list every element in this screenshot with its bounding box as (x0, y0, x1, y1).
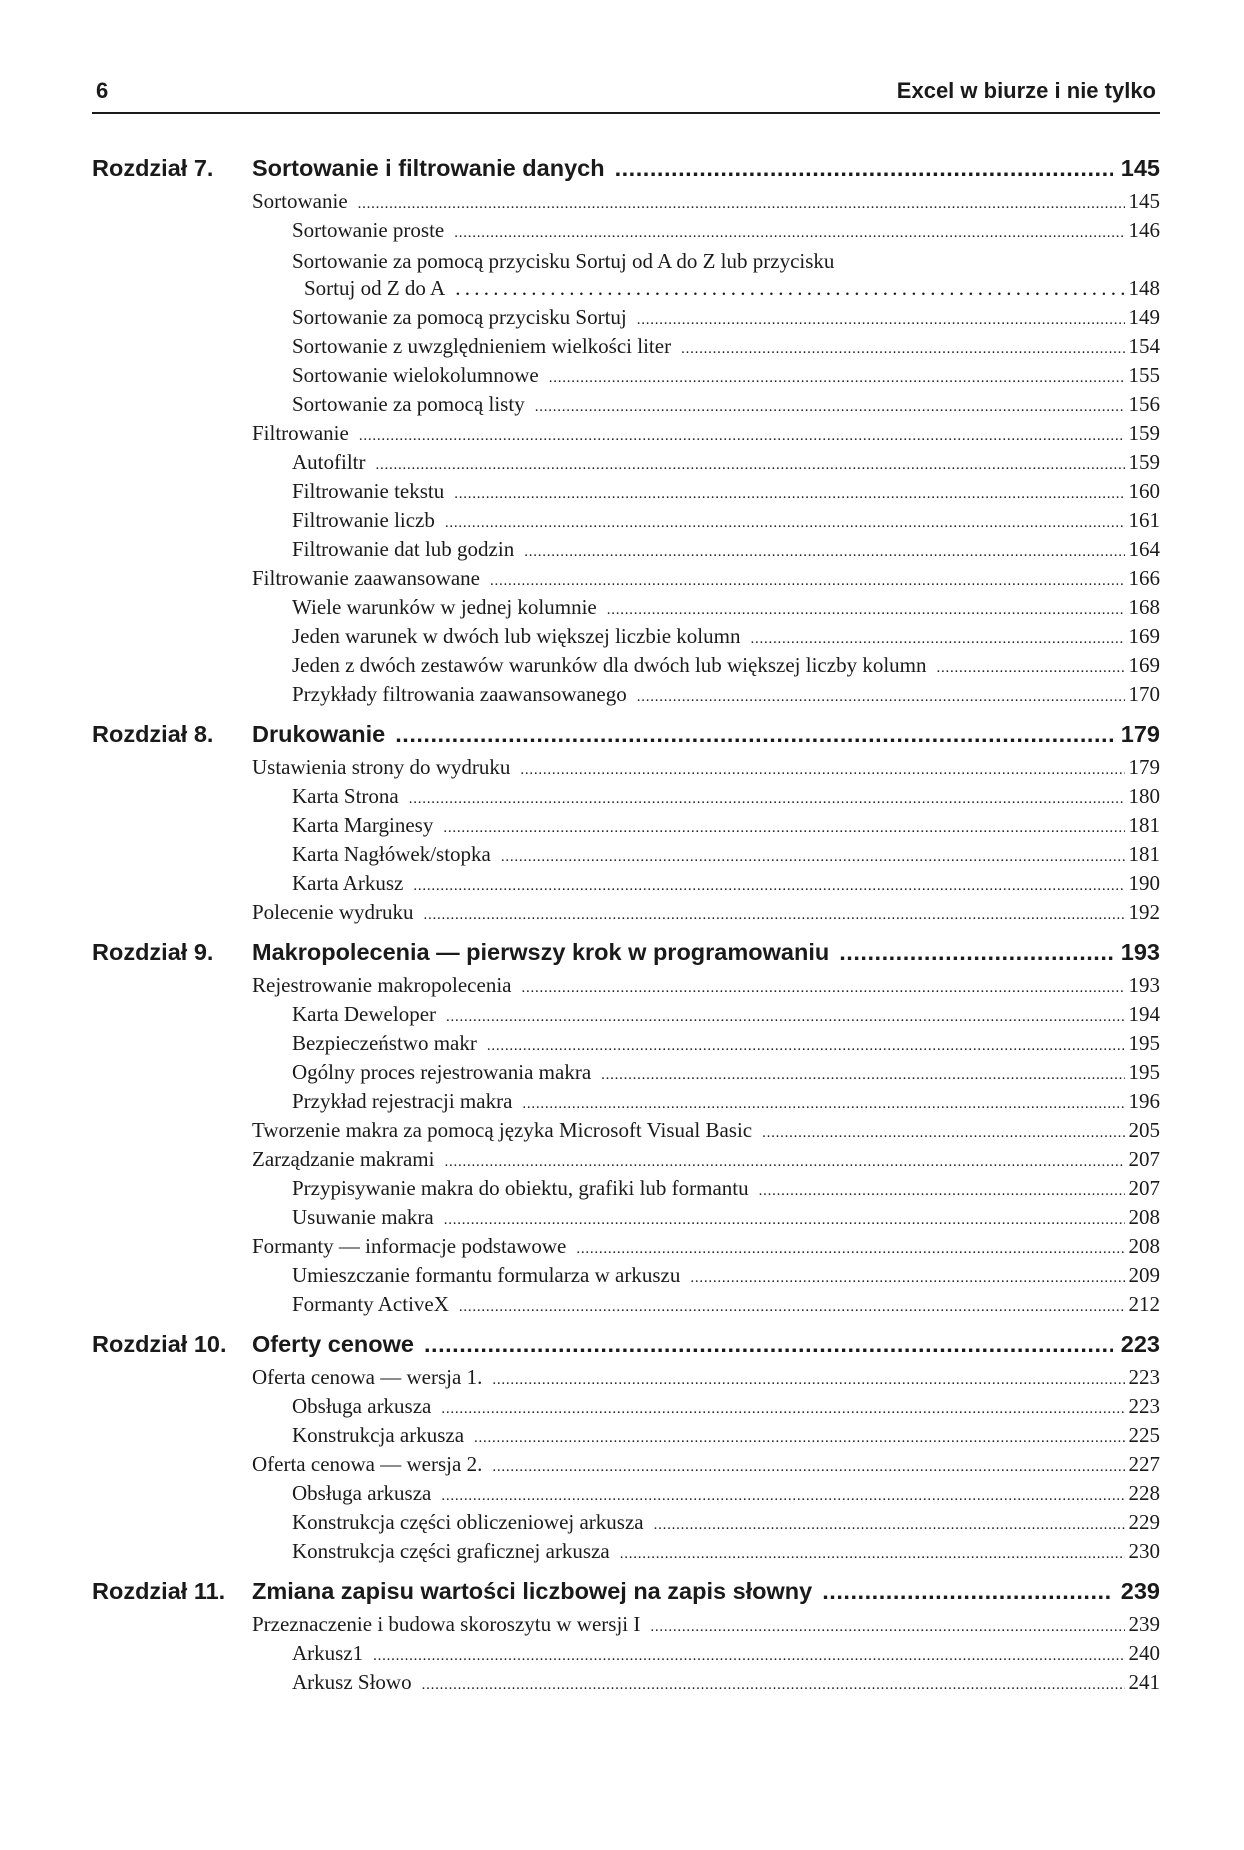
dot-leader (482, 1365, 1124, 1390)
dot-leader (829, 939, 1113, 966)
entry-page-number: 196 (1128, 1089, 1160, 1113)
dot-leader (927, 653, 1125, 678)
dot-leader (444, 218, 1124, 243)
toc-entry (92, 537, 1160, 566)
entry-page-number: 209 (1128, 1263, 1160, 1287)
dot-leader (434, 1205, 1125, 1230)
dot-leader (566, 1234, 1124, 1259)
dot-leader (431, 1394, 1124, 1419)
entry-title: Konstrukcja części obliczeniowej arkusza (292, 1510, 644, 1534)
entry-title: Konstrukcja części graficznej arkusza (292, 1539, 610, 1563)
chapter-title: Sortowanie i filtrowanie danych (252, 155, 605, 181)
chapter-page-number: 223 (1120, 1331, 1160, 1357)
entry-title: Arkusz Słowo (292, 1670, 412, 1694)
dot-leader (539, 363, 1125, 388)
dot-leader (644, 1510, 1125, 1535)
dot-leader (752, 1118, 1124, 1143)
entry-title: Formanty ActiveX (292, 1292, 449, 1316)
entry-page-number: 193 (1128, 973, 1160, 997)
toc-entry (92, 871, 1160, 900)
entry-title: Przypisywanie makra do obiektu, grafiki lub formantu (292, 1176, 749, 1200)
dot-leader (514, 537, 1124, 562)
toc-entry (92, 682, 1160, 711)
chapter-page-number: 179 (1120, 721, 1160, 747)
entry-title: Karta Arkusz (292, 871, 404, 895)
chapter-number: Rozdział 8. (92, 721, 214, 747)
entry-page-number: 241 (1128, 1670, 1160, 1694)
entry-title: Tworzenie makra za pomocą języka Microsoft Visual Basic (252, 1118, 753, 1142)
toc-entry (92, 1452, 1160, 1481)
toc-chapter (92, 721, 1160, 929)
entry-title: Oferta cenowa — wersja 2. (252, 1452, 483, 1476)
dot-leader (435, 508, 1125, 533)
toc-entry (92, 189, 1160, 218)
toc-entry (92, 421, 1160, 450)
entry-page-number: 156 (1128, 392, 1160, 416)
dot-leader (477, 1031, 1125, 1056)
chapter-heading (92, 1331, 1160, 1365)
entry-title: Oferta cenowa — wersja 1. (252, 1365, 483, 1389)
entry-title: Jeden z dwóch zestawów warunków dla dwóch lub większej liczby kolumn (292, 653, 927, 677)
entry-title: Zarządzanie makrami (252, 1147, 435, 1171)
dot-leader (444, 479, 1124, 504)
dot-leader (434, 1147, 1124, 1172)
toc-entry (92, 1394, 1160, 1423)
entry-title: Bezpieczeństwo makr (292, 1031, 477, 1055)
toc-entry (92, 755, 1160, 784)
entry-title: Przykłady filtrowania zaawansowanego (292, 682, 627, 706)
entry-title: Filtrowanie dat lub godzin (292, 537, 515, 561)
toc-entry (92, 595, 1160, 624)
dot-leader (605, 155, 1113, 182)
entry-page-number: 190 (1128, 871, 1160, 895)
entry-title-continuation: Sortuj od Z do A (304, 276, 446, 300)
entry-title: Filtrowanie tekstu (292, 479, 445, 503)
toc-entry (92, 1234, 1160, 1263)
toc-entry (92, 247, 1160, 305)
running-title: Excel w biurze i nie tylko (896, 78, 1156, 103)
dot-leader (480, 566, 1125, 591)
chapter-title: Zmiana zapisu wartości liczbowej na zapis słowny (252, 1578, 813, 1604)
toc-entry (92, 479, 1160, 508)
toc-entry (92, 1481, 1160, 1510)
chapter-heading (92, 155, 1160, 189)
entry-title: Obsługa arkusza (292, 1481, 432, 1505)
entry-page-number: 240 (1128, 1641, 1160, 1665)
toc-entry (92, 1612, 1160, 1641)
toc-entry (92, 784, 1160, 813)
toc-entry (92, 973, 1160, 1002)
dot-leader (627, 682, 1125, 707)
toc-entry (92, 1641, 1160, 1670)
toc-entry (92, 1539, 1160, 1568)
dot-leader (399, 784, 1125, 809)
dot-leader (349, 421, 1125, 446)
entry-title: Przykład rejestracji makra (292, 1089, 513, 1113)
chapter-title: Makropolecenia — pierwszy krok w programowaniu (252, 939, 830, 965)
dot-leader (412, 1670, 1125, 1695)
entry-page-number: 180 (1128, 784, 1160, 808)
chapter-number: Rozdział 10. (92, 1331, 227, 1357)
entry-title: Formanty — informacje podstawowe (252, 1234, 567, 1258)
entry-title: Sortowanie (252, 189, 348, 213)
toc-entry (92, 334, 1160, 363)
dot-leader (610, 1539, 1125, 1564)
entry-page-number: 160 (1128, 479, 1160, 503)
toc-entry (92, 900, 1160, 929)
dot-leader (449, 1292, 1125, 1317)
entry-title: Ustawienia strony do wydruku (252, 755, 511, 779)
entry-page-number: 166 (1128, 566, 1160, 590)
entry-page-number: 192 (1128, 900, 1160, 924)
entry-title: Arkusz1 (292, 1641, 364, 1665)
toc-entry (92, 1002, 1160, 1031)
entry-page-number: 208 (1128, 1234, 1160, 1258)
toc-entry (92, 392, 1160, 421)
toc-entry (92, 363, 1160, 392)
entry-page-number: 181 (1128, 842, 1160, 866)
page-number: 6 (96, 78, 109, 103)
entry-title: Polecenie wydruku (252, 900, 414, 924)
entry-page-number: 146 (1128, 218, 1160, 242)
dot-leader (512, 1089, 1124, 1114)
chapter-number: Rozdział 11. (92, 1578, 226, 1604)
page-header (92, 68, 1160, 114)
dot-leader (403, 871, 1124, 896)
entry-title: Karta Strona (292, 784, 399, 808)
toc-entry (92, 624, 1160, 653)
entry-page-number: 223 (1128, 1365, 1160, 1389)
entry-page-number: 227 (1128, 1452, 1160, 1476)
entry-title: Jeden warunek w dwóch lub większej liczbie kolumn (292, 624, 741, 648)
entry-page-number: 148 (1128, 276, 1160, 300)
entry-page-number: 149 (1128, 305, 1160, 329)
dot-leader (511, 973, 1124, 998)
entry-page-number: 194 (1128, 1002, 1160, 1026)
toc-entry (92, 1031, 1160, 1060)
entry-page-number: 161 (1128, 508, 1160, 532)
entry-title: Obsługa arkusza (292, 1394, 432, 1418)
toc-entry (92, 842, 1160, 871)
chapter-number: Rozdział 9. (92, 939, 214, 965)
entry-page-number: 223 (1128, 1394, 1160, 1418)
entry-page-number: 159 (1128, 421, 1160, 445)
entry-page-number: 208 (1128, 1205, 1160, 1229)
toc-entry (92, 566, 1160, 595)
toc-entry (92, 1670, 1160, 1699)
chapter-heading (92, 1578, 1160, 1612)
dot-leader (363, 1641, 1124, 1666)
entry-page-number: 145 (1128, 189, 1160, 213)
dot-leader (431, 1481, 1124, 1506)
toc-entry (92, 305, 1160, 334)
table-of-contents (92, 155, 1160, 1699)
dot-leader (510, 755, 1124, 780)
dot-leader (812, 1578, 1113, 1605)
entry-page-number: 181 (1128, 813, 1160, 837)
entry-title: Sortowanie za pomocą przycisku Sortuj od A do Z lub przycisku (292, 249, 835, 273)
entry-page-number: 229 (1128, 1510, 1160, 1534)
toc-chapter (92, 1578, 1160, 1699)
toc-entry (92, 218, 1160, 247)
chapter-page-number: 239 (1120, 1578, 1160, 1604)
entry-page-number: 159 (1128, 450, 1160, 474)
chapter-title: Oferty cenowe (252, 1331, 414, 1357)
entry-title: Sortowanie z uwzględnieniem wielkości liter (292, 334, 672, 358)
entry-page-number: 168 (1128, 595, 1160, 619)
dot-leader (348, 189, 1125, 214)
toc-entry (92, 1147, 1160, 1176)
dot-leader (366, 450, 1125, 475)
toc-entry (92, 1060, 1160, 1089)
entry-title: Karta Marginesy (292, 813, 434, 837)
toc-entry (92, 1292, 1160, 1321)
entry-title: Filtrowanie zaawansowane (252, 566, 480, 590)
entry-title: Karta Nagłówek/stopka (292, 842, 491, 866)
dot-leader (491, 842, 1125, 867)
dot-leader (433, 813, 1124, 838)
chapter-heading (92, 939, 1160, 973)
dot-leader (740, 624, 1124, 649)
toc-entry (92, 508, 1160, 537)
toc-entry (92, 813, 1160, 842)
entry-page-number: 207 (1128, 1147, 1160, 1171)
dot-leader (671, 334, 1124, 359)
entry-page-number: 207 (1128, 1176, 1160, 1200)
entry-page-number: 228 (1128, 1481, 1160, 1505)
toc-entry (92, 1423, 1160, 1452)
entry-title: Rejestrowanie makropolecenia (252, 973, 512, 997)
entry-title: Konstrukcja arkusza (292, 1423, 465, 1447)
entry-title: Sortowanie za pomocą listy (292, 392, 525, 416)
entry-title-continuation-line (292, 276, 1160, 305)
toc-entry (92, 653, 1160, 682)
entry-page-number: 205 (1128, 1118, 1160, 1142)
dot-leader (445, 276, 1124, 301)
dot-leader (464, 1423, 1124, 1448)
entry-title: Wiele warunków w jednej kolumnie (292, 595, 597, 619)
entry-page-number: 230 (1128, 1539, 1160, 1563)
entry-page-number: 195 (1128, 1031, 1160, 1055)
entry-title: Filtrowanie liczb (292, 508, 435, 532)
toc-entry (92, 1118, 1160, 1147)
entry-page-number: 179 (1128, 755, 1160, 779)
entry-page-number: 212 (1128, 1292, 1160, 1316)
dot-leader (680, 1263, 1124, 1288)
dot-leader (482, 1452, 1124, 1477)
entry-page-number: 155 (1128, 363, 1160, 387)
entry-page-number: 169 (1128, 653, 1160, 677)
dot-leader (640, 1612, 1124, 1637)
toc-chapter (92, 155, 1160, 711)
entry-title: Karta Deweloper (292, 1002, 437, 1026)
toc-entry (92, 1263, 1160, 1292)
entry-page-number: 154 (1128, 334, 1160, 358)
entry-page-number: 195 (1128, 1060, 1160, 1084)
dot-leader (749, 1176, 1125, 1201)
entry-title: Ogólny proces rejestrowania makra (292, 1060, 592, 1084)
toc-entry (92, 1510, 1160, 1539)
dot-leader (436, 1002, 1124, 1027)
dot-leader (414, 900, 1125, 925)
entry-title: Sortowanie wielokolumnowe (292, 363, 539, 387)
entry-title: Usuwanie makra (292, 1205, 434, 1229)
entry-page-number: 164 (1128, 537, 1160, 561)
chapter-heading (92, 721, 1160, 755)
toc-chapter (92, 939, 1160, 1321)
entry-title: Autofiltr (292, 450, 366, 474)
entry-title: Umieszczanie formantu formularza w arkuszu (292, 1263, 681, 1287)
entry-title: Sortowanie proste (292, 218, 445, 242)
entry-page-number: 239 (1128, 1612, 1160, 1636)
dot-leader (627, 305, 1125, 330)
chapter-number: Rozdział 7. (92, 155, 214, 181)
entry-title: Filtrowanie (252, 421, 349, 445)
entry-page-number: 169 (1128, 624, 1160, 648)
toc-entry (92, 1176, 1160, 1205)
toc-entry (92, 1205, 1160, 1234)
chapter-page-number: 193 (1120, 939, 1160, 965)
toc-entry (92, 1365, 1160, 1394)
dot-leader (591, 1060, 1124, 1085)
entry-title: Sortowanie za pomocą przycisku Sortuj (292, 305, 627, 329)
dot-leader (414, 1331, 1113, 1358)
dot-leader (385, 721, 1113, 748)
toc-entry (92, 1089, 1160, 1118)
dot-leader (525, 392, 1125, 417)
entry-page-number: 170 (1128, 682, 1160, 706)
entry-title: Przeznaczenie i budowa skoroszytu w wersji I (252, 1612, 641, 1636)
dot-leader (597, 595, 1125, 620)
toc-chapter (92, 1331, 1160, 1568)
entry-page-number: 225 (1128, 1423, 1160, 1447)
chapter-page-number: 145 (1120, 155, 1160, 181)
chapter-title: Drukowanie (252, 721, 386, 747)
toc-entry (92, 450, 1160, 479)
